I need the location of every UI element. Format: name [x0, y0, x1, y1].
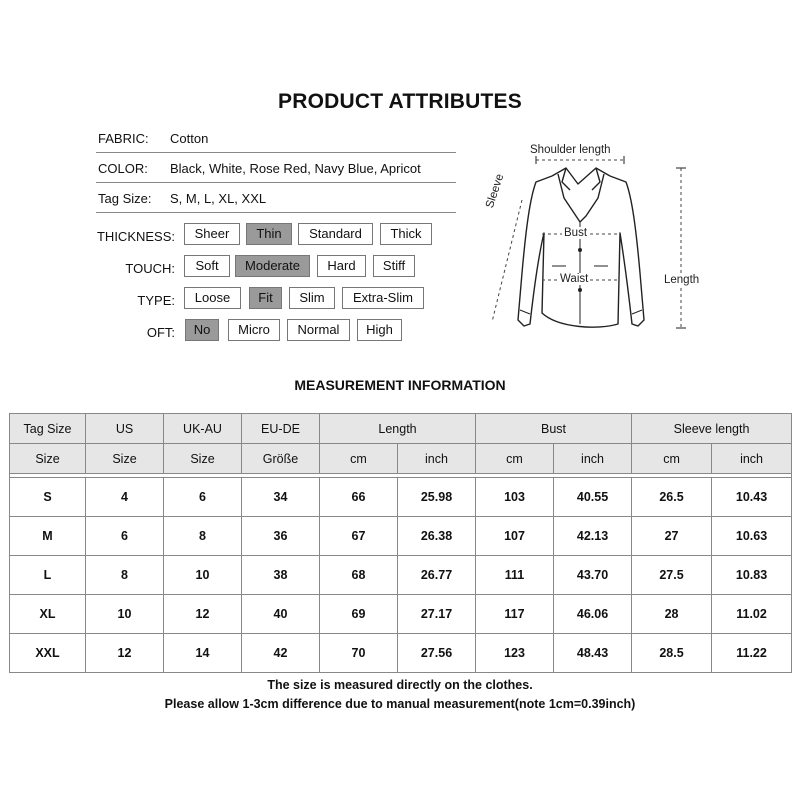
table-cell: 107: [476, 517, 554, 556]
table-cell: 4: [86, 478, 164, 517]
attr-color: [98, 161, 421, 176]
type-label: TYPE:: [137, 293, 175, 308]
header-cell: inch: [712, 444, 792, 474]
shoulder-length-label: Shoulder length: [530, 144, 611, 156]
option-normal: Normal: [287, 319, 350, 341]
header-cell: cm: [632, 444, 712, 474]
header-cell: Sleeve length: [632, 414, 792, 444]
table-cell: 10: [86, 595, 164, 634]
table-cell: 46.06: [554, 595, 632, 634]
table-cell: 48.43: [554, 634, 632, 673]
table-cell: 8: [86, 556, 164, 595]
header-cell: Bust: [476, 414, 632, 444]
header-cell: cm: [320, 444, 398, 474]
header-cell: EU-DE: [242, 414, 320, 444]
option-micro: Micro: [228, 319, 280, 341]
table-row: [10, 478, 792, 517]
touch-label: TOUCH:: [125, 261, 175, 276]
header-cell: US: [86, 414, 164, 444]
option-soft: Soft: [184, 255, 230, 277]
table-cell: 40: [242, 595, 320, 634]
table-row: [10, 595, 792, 634]
attr-label: FABRIC:: [98, 131, 149, 146]
option-moderate-selected: Moderate: [235, 255, 310, 277]
option-fit-selected: Fit: [249, 287, 282, 309]
attr-value: Black, White, Rose Red, Navy Blue, Apricot: [170, 161, 421, 176]
table-cell: 25.98: [398, 478, 476, 517]
table-cell: 14: [164, 634, 242, 673]
table-row: [10, 556, 792, 595]
header-cell: cm: [476, 444, 554, 474]
option-hard: Hard: [317, 255, 366, 277]
note-measure: The size is measured directly on the clothes.: [267, 678, 533, 692]
table-cell: 10.83: [712, 556, 792, 595]
attr-fabric: [98, 131, 208, 146]
table-cell: 69: [320, 595, 398, 634]
attr-label: Tag Size:: [98, 191, 152, 206]
garment-diagram: [478, 138, 718, 338]
table-cell: 6: [86, 517, 164, 556]
table-cell: 26.38: [398, 517, 476, 556]
table-cell: 66: [320, 478, 398, 517]
table-cell: 34: [242, 478, 320, 517]
attr-label: COLOR:: [98, 161, 148, 176]
table-cell: 28.5: [632, 634, 712, 673]
table-row: [10, 517, 792, 556]
option-sheer: Sheer: [184, 223, 240, 245]
table-cell: 12: [86, 634, 164, 673]
table-cell: 27.5: [632, 556, 712, 595]
table-cell: L: [10, 556, 86, 595]
table-header-row: [10, 414, 792, 444]
table-cell: 42.13: [554, 517, 632, 556]
table-cell: 27.17: [398, 595, 476, 634]
table-cell: 42: [242, 634, 320, 673]
divider: [96, 182, 456, 183]
attr-tag-size: [98, 191, 266, 206]
thickness-label: THICKNESS:: [96, 229, 175, 244]
table-row: [10, 634, 792, 673]
option-no-selected: No: [185, 319, 219, 341]
table-cell: 27.56: [398, 634, 476, 673]
table-cell: 8: [164, 517, 242, 556]
option-thick: Thick: [380, 223, 432, 245]
option-loose: Loose: [184, 287, 241, 309]
table-cell: 123: [476, 634, 554, 673]
option-standard: Standard: [298, 223, 373, 245]
waist-label: Waist: [560, 273, 589, 285]
table-cell: 38: [242, 556, 320, 595]
divider: [96, 212, 456, 213]
table-cell: 36: [242, 517, 320, 556]
table-cell: 12: [164, 595, 242, 634]
header-cell: inch: [554, 444, 632, 474]
attr-value: S, M, L, XL, XXL: [170, 191, 267, 206]
table-cell: 67: [320, 517, 398, 556]
table-subheader-row: [10, 444, 792, 474]
table-cell: 28: [632, 595, 712, 634]
table-cell: 70: [320, 634, 398, 673]
table-cell: 68: [320, 556, 398, 595]
option-thin-selected: Thin: [246, 223, 292, 245]
header-cell: Size: [164, 444, 242, 474]
table-cell: XXL: [10, 634, 86, 673]
measurement-table: [9, 413, 792, 673]
divider: [96, 152, 456, 153]
header-cell: Size: [10, 444, 86, 474]
table-cell: 26.5: [632, 478, 712, 517]
table-cell: 103: [476, 478, 554, 517]
length-label: Length: [664, 274, 700, 286]
option-extra-slim: Extra-Slim: [342, 287, 424, 309]
blazer-illustration: [478, 138, 718, 338]
table-cell: 11.02: [712, 595, 792, 634]
attr-value: Cotton: [170, 131, 209, 146]
table-cell: 40.55: [554, 478, 632, 517]
table-cell: XL: [10, 595, 86, 634]
option-stiff: Stiff: [373, 255, 415, 277]
page-title: PRODUCT ATTRIBUTES: [278, 90, 522, 113]
table-cell: 10.63: [712, 517, 792, 556]
table-cell: 6: [164, 478, 242, 517]
header-cell: inch: [398, 444, 476, 474]
note-allowance: Please allow 1-3cm difference due to manual measurement(note 1cm=0.39inch): [164, 697, 636, 711]
table-cell: 10: [164, 556, 242, 595]
table-cell: 43.70: [554, 556, 632, 595]
table-cell: M: [10, 517, 86, 556]
table-cell: 10.43: [712, 478, 792, 517]
option-high: High: [357, 319, 402, 341]
header-cell: Größe: [242, 444, 320, 474]
bust-label: Bust: [564, 227, 588, 239]
oft-label: OFT:: [146, 325, 175, 340]
table-cell: 117: [476, 595, 554, 634]
measurement-title: MEASUREMENT INFORMATION: [294, 377, 506, 393]
header-cell: Size: [86, 444, 164, 474]
table-cell: 27: [632, 517, 712, 556]
header-cell: Tag Size: [10, 414, 86, 444]
table-cell: 111: [476, 556, 554, 595]
table-cell: 26.77: [398, 556, 476, 595]
table-cell: S: [10, 478, 86, 517]
table-cell: 11.22: [712, 634, 792, 673]
header-cell: UK-AU: [164, 414, 242, 444]
header-cell: Length: [320, 414, 476, 444]
option-slim: Slim: [289, 287, 335, 309]
sleeve-label: Sleeve: [484, 172, 507, 210]
